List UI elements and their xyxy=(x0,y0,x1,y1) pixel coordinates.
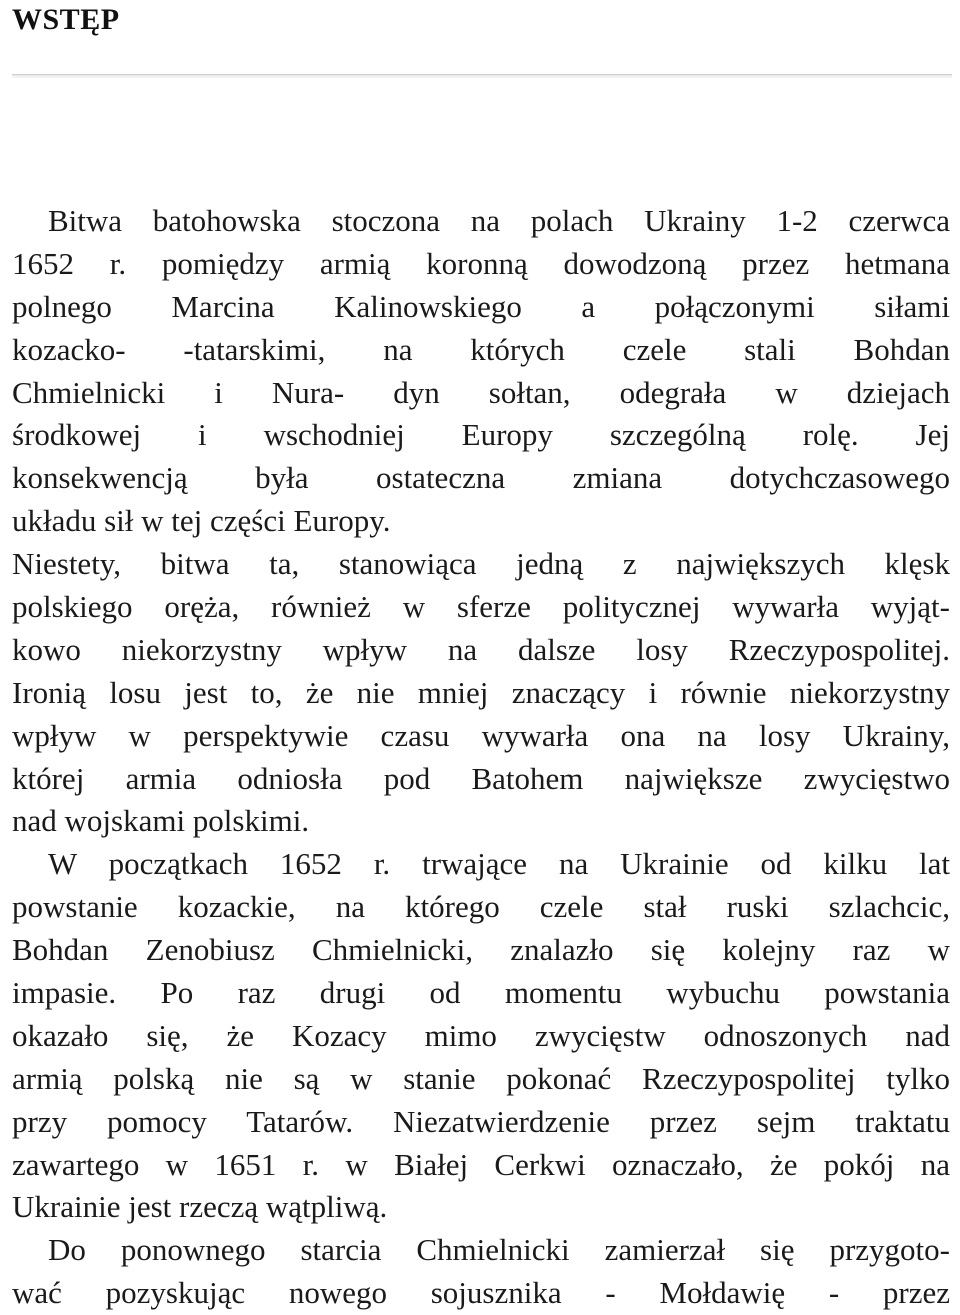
text-line: kowo niekorzystny wpływ na dalsze losy Rzeczypospolitej. xyxy=(12,631,950,667)
text-line: polnego Marcina Kalinowskiego a połączonymi siłami xyxy=(12,288,950,324)
text-line: Ironią losu jest to, że nie mniej znaczący i równie niekorzystny xyxy=(12,674,950,710)
text-line: impasie. Po raz drugi od momentu wybuchu powstania xyxy=(12,975,950,1011)
text-line: wać pozyskując nowego sojusznika - Mołdawię - przez xyxy=(12,1275,950,1311)
text-line: 1652 r. pomiędzy armią koronną dowodzoną przez hetmana xyxy=(12,245,950,281)
text-line: zawartego w 1651 r. w Białej Cerkwi oznaczało, że pokój na xyxy=(12,1146,950,1182)
text-line: Ukrainie jest rzeczą wątpliwą. xyxy=(12,1189,388,1225)
text-line: W początkach 1652 r. trwające na Ukrainie od kilku lat xyxy=(48,846,950,882)
text-line: nad wojskami polskimi. xyxy=(12,803,310,839)
text-line: układu sił w tej części Europy. xyxy=(12,503,391,539)
text-line: wpływ w perspektywie czasu wywarła ona na losy Ukrainy, xyxy=(12,717,950,753)
text-line: konsekwencją była ostateczna zmiana dotychczasowego xyxy=(12,460,950,496)
text-line: Niestety, bitwa ta, stanowiąca jedną z największych klęsk xyxy=(12,546,950,582)
text-line: Bitwa batohowska stoczona na polach Ukrainy 1-2 czerwca xyxy=(48,203,950,238)
header-divider xyxy=(12,74,952,78)
text-line: powstanie kozackie, na którego czele stał ruski szlachcic, xyxy=(12,889,950,925)
text-line: przy pomocy Tatarów. Niezatwierdzenie przez sejm traktatu xyxy=(12,1103,950,1139)
text-line: Bohdan Zenobiusz Chmielnicki, znalazło się kolejny raz w xyxy=(12,932,950,968)
section-heading: WSTĘP xyxy=(12,3,120,36)
text-line: kozacko- -tatarskimi, na których czele stali Bohdan xyxy=(12,331,950,367)
text-line: środkowej i wschodniej Europy szczególną rolę. Jej xyxy=(12,417,950,453)
text-line: okazało się, że Kozacy mimo zwycięstw odnoszonych nad xyxy=(12,1017,950,1053)
text-line: armią polską nie są w stanie pokonać Rzeczypospolitej tylko xyxy=(12,1060,950,1096)
text-line: której armia odniosła pod Batohem największe zwycięstwo xyxy=(12,760,950,796)
text-line: polskiego oręża, również w sferze politycznej wywarła wyjąt- xyxy=(12,589,950,625)
text-line: Chmielnicki i Nura- dyn sołtan, odegrała w dziejach xyxy=(12,374,950,410)
body-text xyxy=(12,200,950,1315)
text-line: Do ponownego starcia Chmielnicki zamierzał się przygoto- xyxy=(48,1232,950,1268)
